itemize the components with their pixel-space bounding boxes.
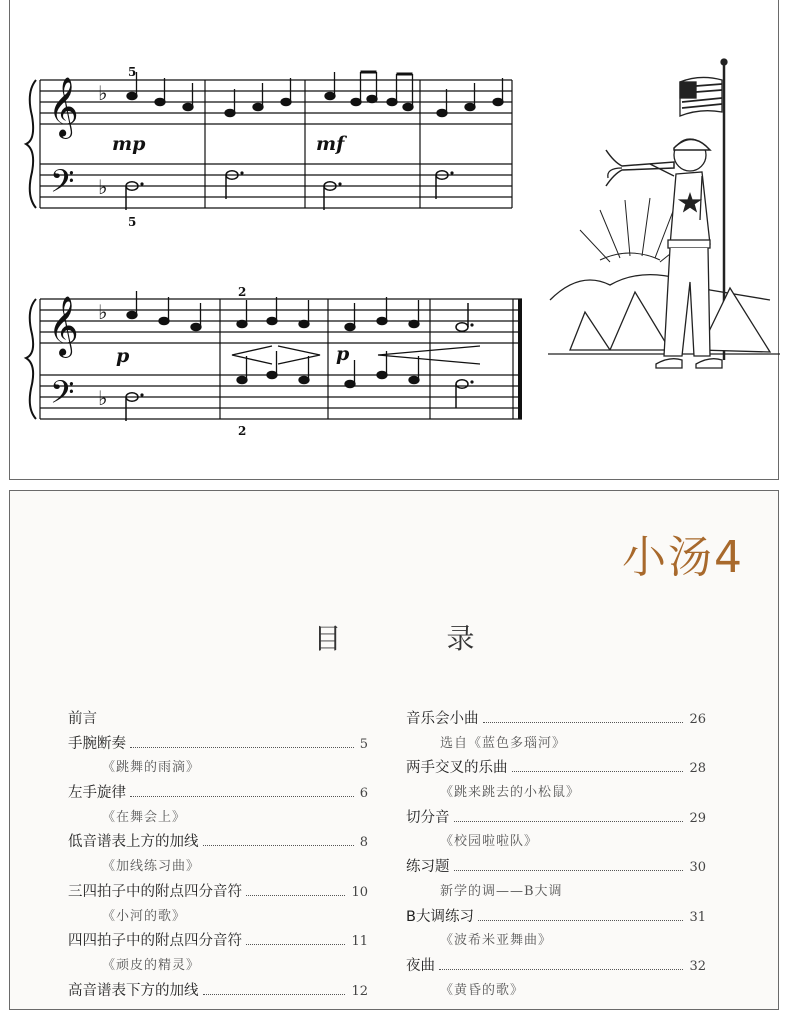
dynamic-marking: mf bbox=[316, 133, 345, 155]
flat-sign-icon: ♭ bbox=[98, 175, 108, 199]
dot-leader bbox=[512, 771, 684, 772]
toc-page-number: 5 bbox=[359, 736, 368, 752]
fingering-number: 5 bbox=[128, 65, 137, 79]
dot-leader bbox=[203, 994, 346, 995]
treble-clef-icon: 𝄞 bbox=[48, 77, 79, 137]
book-title: 小汤4 bbox=[622, 532, 744, 583]
fingering-number: 2 bbox=[238, 424, 247, 438]
bass-half-notes-1 bbox=[126, 171, 448, 210]
toc-entry-title: 四四拍子中的附点四分音符 bbox=[68, 933, 242, 950]
toc-subtitle: 《黄昏的歌》 bbox=[440, 982, 525, 998]
toc-subtitle: 新学的调——B大调 bbox=[440, 883, 563, 899]
toc-entry[interactable] bbox=[406, 707, 706, 732]
bass-clef-icon: 𝄢 bbox=[50, 374, 75, 418]
notes-system-1 bbox=[127, 72, 503, 117]
toc-page-number: 28 bbox=[689, 761, 706, 777]
bugler-illustration bbox=[548, 59, 780, 368]
piano-score bbox=[10, 0, 780, 480]
toc-page-number: 12 bbox=[351, 983, 368, 999]
toc-page-number: 8 bbox=[359, 835, 368, 851]
toc-subtitle: 《在舞会上》 bbox=[102, 809, 187, 825]
toc-entry-title: 高音谱表下方的加线 bbox=[68, 982, 199, 999]
toc-page-number: 10 bbox=[351, 884, 368, 900]
toc-entry[interactable] bbox=[68, 781, 368, 806]
toc-entry-title: 夜曲 bbox=[406, 957, 435, 974]
treble-clef-icon: 𝄞 bbox=[48, 296, 79, 356]
toc-entry-title: 两手交叉的乐曲 bbox=[406, 760, 508, 777]
dot-leader bbox=[203, 845, 354, 846]
dynamic-marking: mp bbox=[112, 133, 146, 155]
toc-entry[interactable] bbox=[406, 954, 706, 979]
toc-page-number: 31 bbox=[689, 909, 706, 925]
toc-entry[interactable] bbox=[68, 707, 368, 732]
flat-sign-icon: ♭ bbox=[98, 81, 108, 105]
sheet-music-page bbox=[9, 0, 779, 480]
toc-heading: 目 录 bbox=[313, 622, 523, 655]
hairpins bbox=[232, 346, 480, 364]
flat-sign-icon: ♭ bbox=[98, 386, 108, 410]
toc-entry[interactable] bbox=[68, 929, 368, 954]
toc-entry-title: 手腕断奏 bbox=[68, 735, 126, 752]
toc-entry-title: 练习题 bbox=[406, 859, 450, 876]
toc-subtitle: 《跳舞的雨滴》 bbox=[102, 760, 201, 776]
toc-column-left bbox=[68, 707, 368, 1003]
toc-column-right bbox=[406, 707, 706, 1003]
toc-entry-title: 左手旋律 bbox=[68, 785, 126, 802]
toc-page-number: 30 bbox=[689, 860, 706, 876]
toc-entry-title: 切分音 bbox=[406, 809, 450, 826]
dot-leader bbox=[439, 969, 683, 970]
dynamic-marking: p bbox=[336, 343, 350, 365]
toc-entry-title: 前言 bbox=[68, 711, 97, 727]
toc-page-number: 26 bbox=[689, 712, 706, 727]
bass-clef-icon: 𝄢 bbox=[50, 163, 75, 207]
toc-subtitle: 《加线练习曲》 bbox=[102, 859, 201, 875]
dot-leader bbox=[454, 870, 684, 871]
toc-entry[interactable] bbox=[406, 855, 706, 880]
toc-entry-title: 三四拍子中的附点四分音符 bbox=[68, 883, 242, 900]
toc-page-number: 32 bbox=[689, 958, 706, 974]
table-of-contents-page bbox=[9, 490, 779, 1010]
toc-subtitle: 《波希米亚舞曲》 bbox=[440, 933, 553, 949]
dot-leader bbox=[246, 895, 345, 896]
dot-leader bbox=[454, 821, 684, 822]
flat-sign-icon: ♭ bbox=[98, 300, 108, 324]
dot-leader bbox=[246, 944, 345, 945]
toc-entry[interactable] bbox=[68, 979, 368, 1004]
toc-page-number: 11 bbox=[351, 934, 368, 950]
dot-leader bbox=[478, 920, 684, 921]
toc-entry-title: 低音谱表上方的加线 bbox=[68, 834, 199, 851]
fingering-number: 2 bbox=[238, 285, 247, 299]
toc-entry[interactable] bbox=[68, 732, 368, 757]
toc-subtitle: 《顽皮的精灵》 bbox=[102, 957, 201, 973]
toc-page-number: 29 bbox=[689, 810, 706, 826]
toc-subtitle: 选自《蓝色多瑙河》 bbox=[440, 735, 567, 751]
dot-leader bbox=[130, 796, 354, 797]
toc-entry-title: B大调练习 bbox=[406, 908, 474, 925]
toc-subtitle: 《校园啦啦队》 bbox=[440, 834, 539, 850]
toc-entry[interactable] bbox=[406, 806, 706, 831]
toc-entry[interactable] bbox=[68, 830, 368, 855]
toc-entry-title: 音乐会小曲 bbox=[406, 711, 479, 727]
toc-entry[interactable] bbox=[68, 880, 368, 905]
fingering-number: 5 bbox=[128, 215, 137, 229]
toc-subtitle: 《跳来跳去的小松鼠》 bbox=[440, 785, 581, 801]
toc-entry[interactable] bbox=[406, 905, 706, 930]
toc-subtitle: 《小河的歌》 bbox=[102, 908, 187, 924]
dot-leader bbox=[130, 747, 354, 748]
dot-leader bbox=[483, 722, 684, 723]
toc-page-number: 6 bbox=[359, 786, 368, 802]
dynamic-marking: p bbox=[116, 345, 130, 367]
toc-entry[interactable] bbox=[406, 756, 706, 781]
notes-system-2 bbox=[127, 291, 419, 388]
